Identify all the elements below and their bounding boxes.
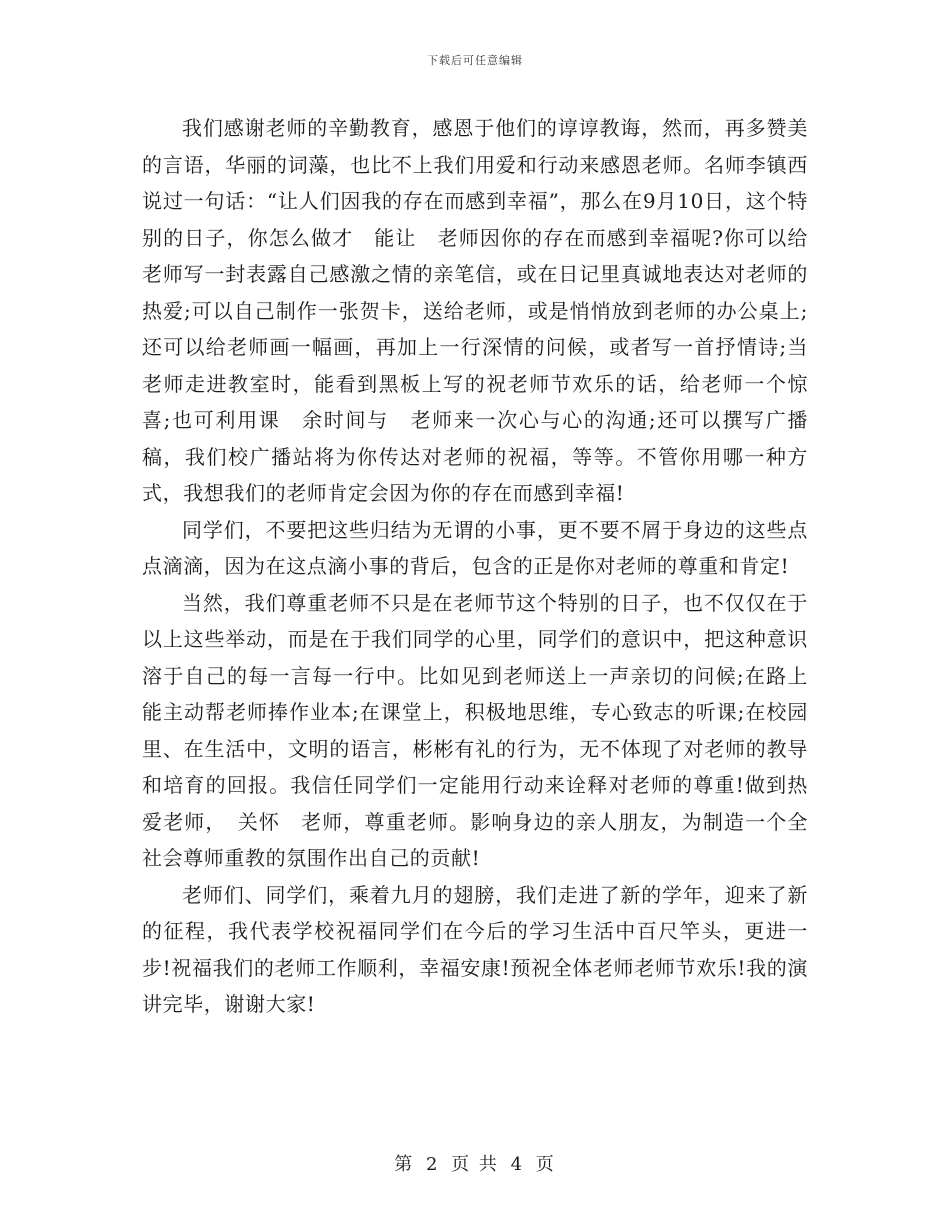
page-number-footer: [0, 1150, 950, 1176]
total-pages-number: 4: [510, 1154, 525, 1175]
paragraph-1: 我们感谢老师的辛勤教育，感恩于他们的谆谆教诲，然而，再多赞美的言语，华丽的词藻，也比不上我们用爱和行动来感恩老师。名师李镇西说过一句话：“让人们因我的存在而感到幸福”，那么在9月10日，这个特别的日子，你怎么做才 能让 老师因你的存在而感到幸福呢?你可以给老师写一封表露自己感激之情的亲笔信，或在日记里真诚地表达对老师的热爱;可以自己制作一张贺卡，送给老师，或是悄悄放到老师的办公桌上;还可以给老师画一幅画，再加上一行深情的问候，或者写一首抒情诗;当老师走进教室时，能看到黑板上写的祝老师节欢乐的话，给老师一个惊喜;也可利用课 余时间与 老师来一次心与心的沟通;还可以撰写广播稿，我们校广播站将为你传达对老师的祝福，等等。不管你用哪一种方式，我想我们的老师肯定会因为你的存在而感到幸福!: [142, 116, 808, 505]
paragraph-3: 当然，我们尊重老师不只是在老师节这个特别的日子，也不仅仅在于以上这些举动，而是在于我们同学的心里，同学们的意识中，把这种意识溶于自己的每一言每一行中。比如见到老师送上一声亲切的问候;在路上能主动帮老师捧作业本;在课堂上，积极地思维，专心致志的听课;在校园里、在生活中，文明的语言，彬彬有礼的行为，无不体现了对老师的教导和培育的回报。我信任同学们一定能用行动来诠释对老师的尊重!做到热爱老师， 关怀 老师，尊重老师。影响身边的亲人朋友，为制造一个全社会尊师重教的氛围作出自己的贡献!: [142, 590, 808, 870]
page-label-prefix: 第: [394, 1154, 415, 1175]
page-label-mid: 页 共: [451, 1154, 499, 1175]
paragraph-4: 老师们、同学们，乘着九月的翅膀，我们走进了新的学年，迎来了新的征程，我代表学校祝福同学们在今后的学习生活中百尺竿头，更进一步!祝福我们的老师工作顺利，幸福安康!预祝全体老师老师节欢乐!我的演讲完毕，谢谢大家!: [142, 882, 808, 1016]
page-label-suffix: 页: [535, 1154, 556, 1175]
current-page-number: 2: [425, 1154, 440, 1175]
header-note: 下载后可任意编辑: [427, 54, 523, 67]
paragraph-2: 同学们，不要把这些归结为无谓的小事，更不要不屑于身边的这些点点滴滴，因为在这点滴小事的背后，包含的正是你对老师的尊重和肯定!: [142, 517, 808, 578]
document-body: [142, 110, 808, 1023]
